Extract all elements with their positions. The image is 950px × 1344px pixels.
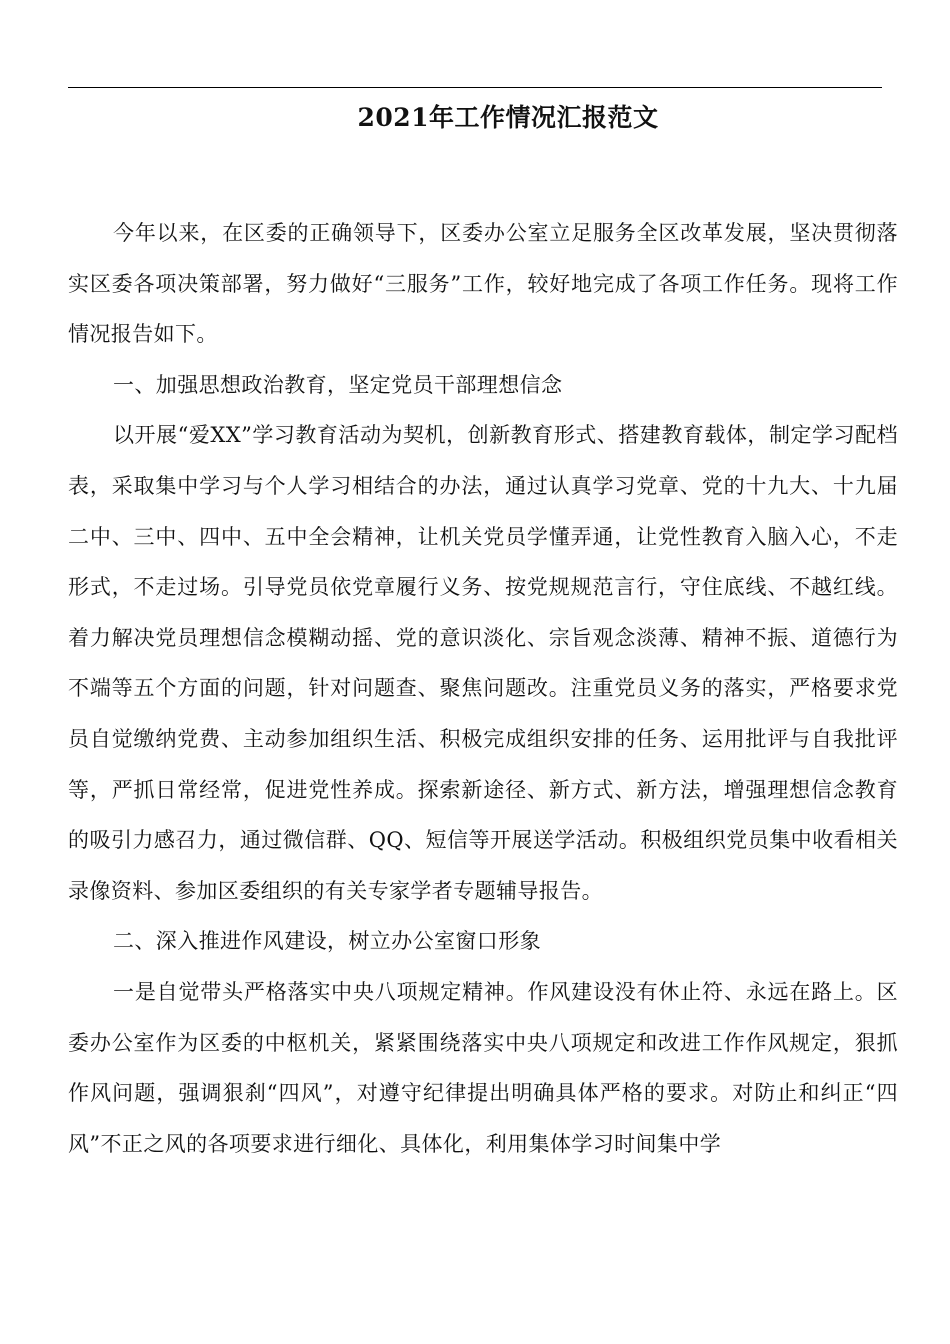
section-1-paragraph: 以开展“爱XX”学习教育活动为契机，创新教育形式、搭建教育载体，制定学习配档表，采取集中学习与个人学习相结合的办法，通过认真学习党章、党的十九大、十九届二中、三中、四中、五中全会精神，让机关党员学懂弄通，让党性教育入脑入心，不走形式，不走过场。引导党员依党章履行义务、按党规规范言行，守住底线、不越红线。着力解决党员理想信念模糊动摇、党的意识淡化、宗旨观念淡薄、精神不振、道德行为不端等五个方面的问题，针对问题查、聚焦问题改。注重党员义务的落实，严格要求党员自觉缴纳党费、主动参加组织生活、积极完成组织安排的任务、运用批评与自我批评等，严抓日常经常，促进党性养成。探索新途径、新方式、新方法，增强理想信念教育的吸引力感召力，通过微信群、QQ、短信等开展送学活动。积极组织党员集中收看相关录像资料、参加区委组织的有关专家学者专题辅导报告。 — [68, 423, 898, 903]
section-heading-2: 二、深入推进作风建设，树立办公室窗口形象 — [113, 929, 541, 954]
section-heading-1: 一、加强思想政治教育，坚定党员干部理想信念 — [113, 372, 563, 397]
intro-paragraph: 今年以来，在区委的正确领导下，区委办公室立足服务全区改革发展，坚决贯彻落实区委各项决策部署，努力做好“三服务”工作，较好地完成了各项工作任务。现将工作情况报告如下。 — [68, 221, 898, 347]
document-body — [68, 208, 898, 1169]
header-rule — [68, 87, 882, 88]
document-title: 2021年工作情况汇报范文 — [357, 103, 659, 132]
section-2-paragraph: 一是自觉带头严格落实中央八项规定精神。作风建设没有休止符、永远在路上。区委办公室作为区委的中枢机关，紧紧围绕落实中央八项规定和改进工作作风规定，狠抓作风问题，强调狠刹“四风”，对遵守纪律提出明确具体严格的要求。对防止和纠正“四风”不正之风的各项要求进行细化、具体化，利用集体学习时间集中学 — [68, 979, 898, 1156]
